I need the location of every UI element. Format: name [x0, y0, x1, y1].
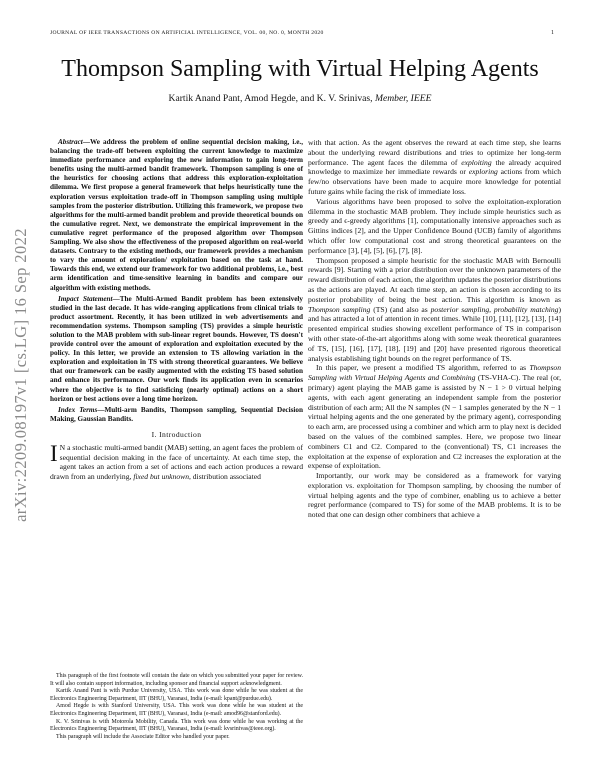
page-number: 1 [551, 30, 554, 36]
intro-p1-end: , distribution associated [189, 472, 261, 482]
abstract-text: —We address the problem of online sequential decision making, i.e., balancing the trade-off between exploiting the current knowledge to maximize immediate performance and exploring the new information to gain long-term benefits using the multi-armed bandit framework. Thompson sampling is one of the heuristics for choosing actions that address this exploration-exploitation dilemma. We first propose a general framework that helps heuristically tune the exploration versus exploitation trade-off in Thompson sampling using multiple samples from the posterior distribution. Utilizing this framework, we propose two algorithms for the multi-armed bandit problem and provide theoretical bounds on the cumulative regret. Next, we demonstrate the empirical improvement in the cumulative regret performance of the proposed algorithm over Thompson Sampling. We also show the effectiveness of the proposed algorithm on real-world datasets. Contrary to the existing methods, our framework provides a mechanism to vary the amount of exploration/ exploitation based on the task at hand. Towards this end, we extend our framework for two additional problems, i.e., best arm identification and time-sensitive learning in bandits and compare our algorithm with existing methods. [50, 138, 303, 292]
index-terms-label: Index Terms [58, 405, 98, 414]
p3-emphasis-aliases: posterior sampling, probability matching [430, 304, 559, 314]
body-paragraph-5: Importantly, our work may be considered as a framework for varying exploration vs. exploitation for Thompson sampling, by choosing the number of virtual helping agents and the type of combiner, enabling us to achieve a better regret performance (compared to TS) for some of the MAB problems. It is to be noted that one can design other combiners that achieve a [308, 471, 561, 520]
intro-p1-text: N a stochastic multi-armed bandit (MAB) setting, an agent faces the problem of sequential decision making in the face of uncertainty. At each time step, the agent takes an action from a set of actions and each action produces a reward drawn from an underlying, [50, 442, 303, 482]
drop-cap: I [50, 440, 58, 466]
intro-paragraph-1 [50, 440, 303, 482]
arxiv-stamp-text: arXiv:2209.08197v1 [cs.LG] 16 Sep 2022 [11, 228, 30, 522]
intro-p1-emphasis: fixed but unknown [133, 472, 189, 482]
footnote: This paragraph will include the Associate Editor who handled your paper. [56, 733, 230, 740]
footnote: K. V. Srinivas is with Motorola Mobility, Canada. This work was done while he was working at the Electronics Engineering Department, IIT (BHU), Varanasi, India (e-mail: kvsrinivas@ieee.org). [50, 718, 303, 733]
author-names: Kartik Anand Pant, Amod Hegde, and K. V. Srinivas, [168, 93, 375, 104]
footnotes [50, 673, 303, 741]
right-column [308, 138, 561, 520]
author-line [40, 93, 560, 104]
footnote: Kartik Anand Pant is with Purdue University, USA. This work was done while he was student at the Electronics Engineering Department, IIT (BHU), Varanasi, India (e-mail: kpant@purdue.edu). [50, 688, 303, 702]
body-paragraph-2: Various algorithms have been proposed to solve the exploitation-exploration dilemma in the stochastic MAB problem. They include simple heuristics such as greedy and ϵ-greedy algorithms [1], computationally intensive approaches such as Gittins indices [2], and the Upper Confidence Bound (UCB) family of algorithms which offer low computational cost and strong theoretical guarantees on the performance [3], [4], [5], [6], [7], [8]. [308, 196, 561, 255]
p1-emphasis-exploiting: exploiting [461, 157, 492, 167]
p1-emphasis-exploring: exploring [468, 167, 498, 177]
impact-text: —The Multi-Armed Bandit problem has been extensively studied in the last decade. It has wide-ranging applications from clinical trials to product assortment. Recently, it has been utilized in web advertisements and recommendation systems. Thompson sampling (TS) provides a simple heuristic solution to the MAB problem with sub-linear regret bounds. However, TS doesn't provide control over the amount of exploration and exploitation executed by the policy. In this letter, we provide an extension to TS allowing variation in the exploration and exploitation in TS with strong theoretical guarantees. We believe that our framework can be easily augmented with the existing TS based solution and enhance its performance. Our work finds its application even in scenarios where the objective is to find satisficing (nearly optimal) actions on a short horizon or best actions over a long time horizon. [50, 294, 303, 403]
p4-text-a: In this paper, we present a modified TS algorithm, referred to as [316, 363, 530, 373]
p3-text-c: ) and has attracted a lot of attention in recent times. While [10], [11], [12], [13], [14] presented empirical studies showing excellent performance of TS in comparison with other state-of-the-art algorithms along with some weak theoretical guarantees of TS, [15], [16], [17], [18], [19] and [20] have presented rigorous theoretical analysis establishing tight bounds on the regret performance of TS. [308, 304, 561, 363]
left-column [50, 138, 303, 482]
paper-title: Thompson Sampling with Virtual Helping Agents [61, 56, 539, 82]
p4-text-b: (TS-VHA-C). The real (or, primary) agent playing the MAB game is assisted by N − 1 > 0 virtual helping agents, with each agent generating an independent sample from the posterior distribution of each arm; All the N samples (N − 1 samples generated by the N − 1 virtual helping agents and the one generated by the primary agent), corresponding to each arm, are processed using a combiner and which arm to play next is decided based on the values of the combined samples. Here, we propose two linear combiners C1 and C2. Compared to the (conventional) TS, C1 increases the exploitation at the expense of exploration and C2 increases the exploration at the expense of exploitation. [308, 373, 561, 471]
body-paragraph-4 [308, 363, 561, 471]
p1-text-c: actions from which few/no observations have been made to acquire more knowledge for potential future gains while facing the risk of immediate loss. [308, 167, 561, 196]
arxiv-stamp [12, 170, 30, 580]
running-header: JOURNAL OF IEEE TRANSACTIONS ON ARTIFICIAL INTELLIGENCE, VOL. 00, NO. 0, MONTH 2020 [50, 30, 324, 36]
p1-text-a: with that action. As the agent observes the reward at each time step, she learns about the underlying reward distributions and tries to optimize her long-term performance. The agent faces the dilemma of [308, 138, 561, 167]
index-terms-text: —Multi-arm Bandits, Thompson sampling, Sequential Decision Making, Gaussian Bandits. [50, 405, 304, 423]
footnote: Amod Hegde is with Stanford University, USA. This work was done while he was student at the Electronics Engineering Department, IIT (BHU), Varanasi, India (e-mail: amod96@stanford.edu). [50, 703, 303, 717]
footnote: This paragraph of the first footnote will contain the date on which you submitted your paper for review. It will also contain support information, including sponsor and financial support acknowledgment. [50, 673, 303, 687]
section-heading-introduction: I. Introduction [151, 429, 202, 439]
p3-text-b: (TS) (and also as [370, 304, 431, 314]
body-paragraph-1 [308, 138, 561, 197]
impact-statement [50, 295, 303, 404]
p3-text-a: Thompson proposed a simple heuristic for the stochastic MAB with Bernoulli rewards [9]. Starting with a prior distribution over the unknown parameters of the reward distribution of each action, the algorithm updates the posterior distributions as the actions are played. At each time step, an action is chosen according to its posterior probability of being the best action. This algorithm is known as [308, 255, 561, 304]
body-paragraph-3 [308, 256, 561, 364]
impact-label: Impact Statement [58, 294, 113, 303]
p4-emphasis-method: Thompson Sampling with Virtual Helping Agents and Combining [308, 363, 561, 383]
p1-text-b: the already acquired knowledge to maximize her immediate rewards or [308, 157, 561, 177]
index-terms [50, 406, 303, 424]
author-membership: Member, IEEE [374, 93, 432, 104]
p3-emphasis-ts: Thompson sampling [308, 304, 371, 314]
abstract [50, 138, 303, 293]
abstract-label: Abstract [58, 138, 83, 146]
